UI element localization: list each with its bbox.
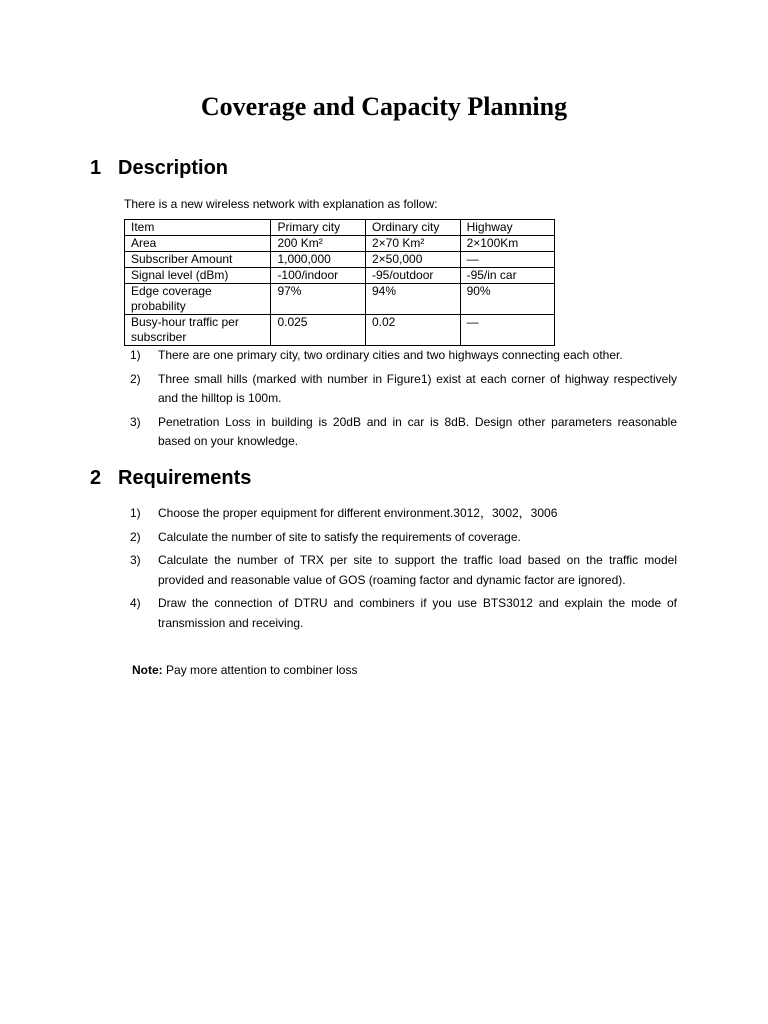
list-item (130, 370, 677, 409)
table-cell: 2×100Km (460, 236, 554, 252)
list-marker: 2) (130, 529, 141, 544)
list-item (130, 346, 677, 366)
section-title: Requirements (118, 467, 252, 489)
list-item-text: There are one primary city, two ordinary cities and two highways connecting each other. (158, 348, 623, 362)
description-list (130, 346, 677, 456)
description-intro: There is a new wireless network with explanation as follow: (124, 197, 438, 211)
section-heading-requirements (90, 467, 251, 490)
section-heading-description (90, 157, 228, 180)
table-header-cell: Primary city (271, 220, 366, 236)
list-marker: 1) (130, 506, 141, 520)
table-row (125, 268, 555, 284)
list-item-text: Choose the proper equipment for different environment.3012，3002，3006 (158, 506, 558, 520)
table-header-cell: Highway (460, 220, 554, 236)
table-cell: 0.02 (366, 315, 461, 346)
table-cell: Signal level (dBm) (125, 268, 271, 284)
list-item-text: Calculate the number of site to satisfy the requirements of coverage. (158, 529, 521, 544)
table-cell: 1,000,000 (271, 252, 366, 268)
list-marker: 3) (130, 553, 141, 567)
table-cell: -100/indoor (271, 268, 366, 284)
table-cell: — (460, 252, 554, 268)
table-header-cell: Item (125, 220, 271, 236)
table-cell: 97% (271, 284, 366, 315)
document-title: Coverage and Capacity Planning (200, 92, 568, 121)
note-label: Note: (132, 663, 163, 677)
list-marker: 2) (130, 371, 141, 386)
section-number: 2 (90, 467, 102, 489)
table-cell: — (460, 315, 554, 346)
list-item-text: Draw the connection of DTRU and combiners if you use BTS3012 and explain the mode of transmission and receiving. (158, 596, 677, 630)
table-cell: 0.025 (271, 315, 366, 346)
table-cell: 2×50,000 (366, 252, 461, 268)
table-row (125, 252, 555, 268)
table-cell: Busy-hour traffic per subscriber (125, 315, 271, 346)
table-cell: Subscriber Amount (125, 252, 271, 268)
section-title: Description (118, 157, 229, 179)
table-row (125, 315, 555, 346)
table-cell: Area (125, 236, 271, 252)
table-header-row (125, 220, 555, 236)
list-marker: 4) (130, 596, 141, 610)
requirements-list (130, 504, 677, 637)
table-cell: -95/outdoor (366, 268, 461, 284)
table-cell: -95/in car (460, 268, 554, 284)
table-row (125, 236, 555, 252)
table-cell: 2×70 Km² (366, 236, 461, 252)
table-cell: 94% (366, 284, 461, 315)
table-header-cell: Ordinary city (366, 220, 461, 236)
list-marker: 3) (130, 414, 141, 429)
note-text: Pay more attention to combiner loss (166, 663, 358, 677)
table-row (125, 284, 555, 315)
list-item (130, 551, 677, 590)
list-item (130, 528, 677, 548)
list-item (130, 413, 677, 452)
list-item-text: Calculate the number of TRX per site to support the traffic load based on the traffic model provided and reasonable value of GOS (roaming factor and dynamic factor are ignored). (158, 553, 677, 587)
note (132, 663, 357, 677)
section-number: 1 (90, 157, 102, 179)
list-item-text: Penetration Loss in building is 20dB and in car is 8dB. Design other parameters reasonable based on your knowledge. (158, 414, 677, 448)
list-item-text: Three small hills (marked with number in Figure1) exist at each corner of highway respectively and the hilltop is 100m. (158, 371, 677, 405)
table-cell: 200 Km² (271, 236, 366, 252)
list-item (130, 504, 677, 524)
list-item (130, 594, 677, 633)
list-marker: 1) (130, 348, 141, 362)
table-cell: 90% (460, 284, 554, 315)
table-cell: Edge coverage probability (125, 284, 271, 315)
network-parameters-table (124, 219, 555, 346)
